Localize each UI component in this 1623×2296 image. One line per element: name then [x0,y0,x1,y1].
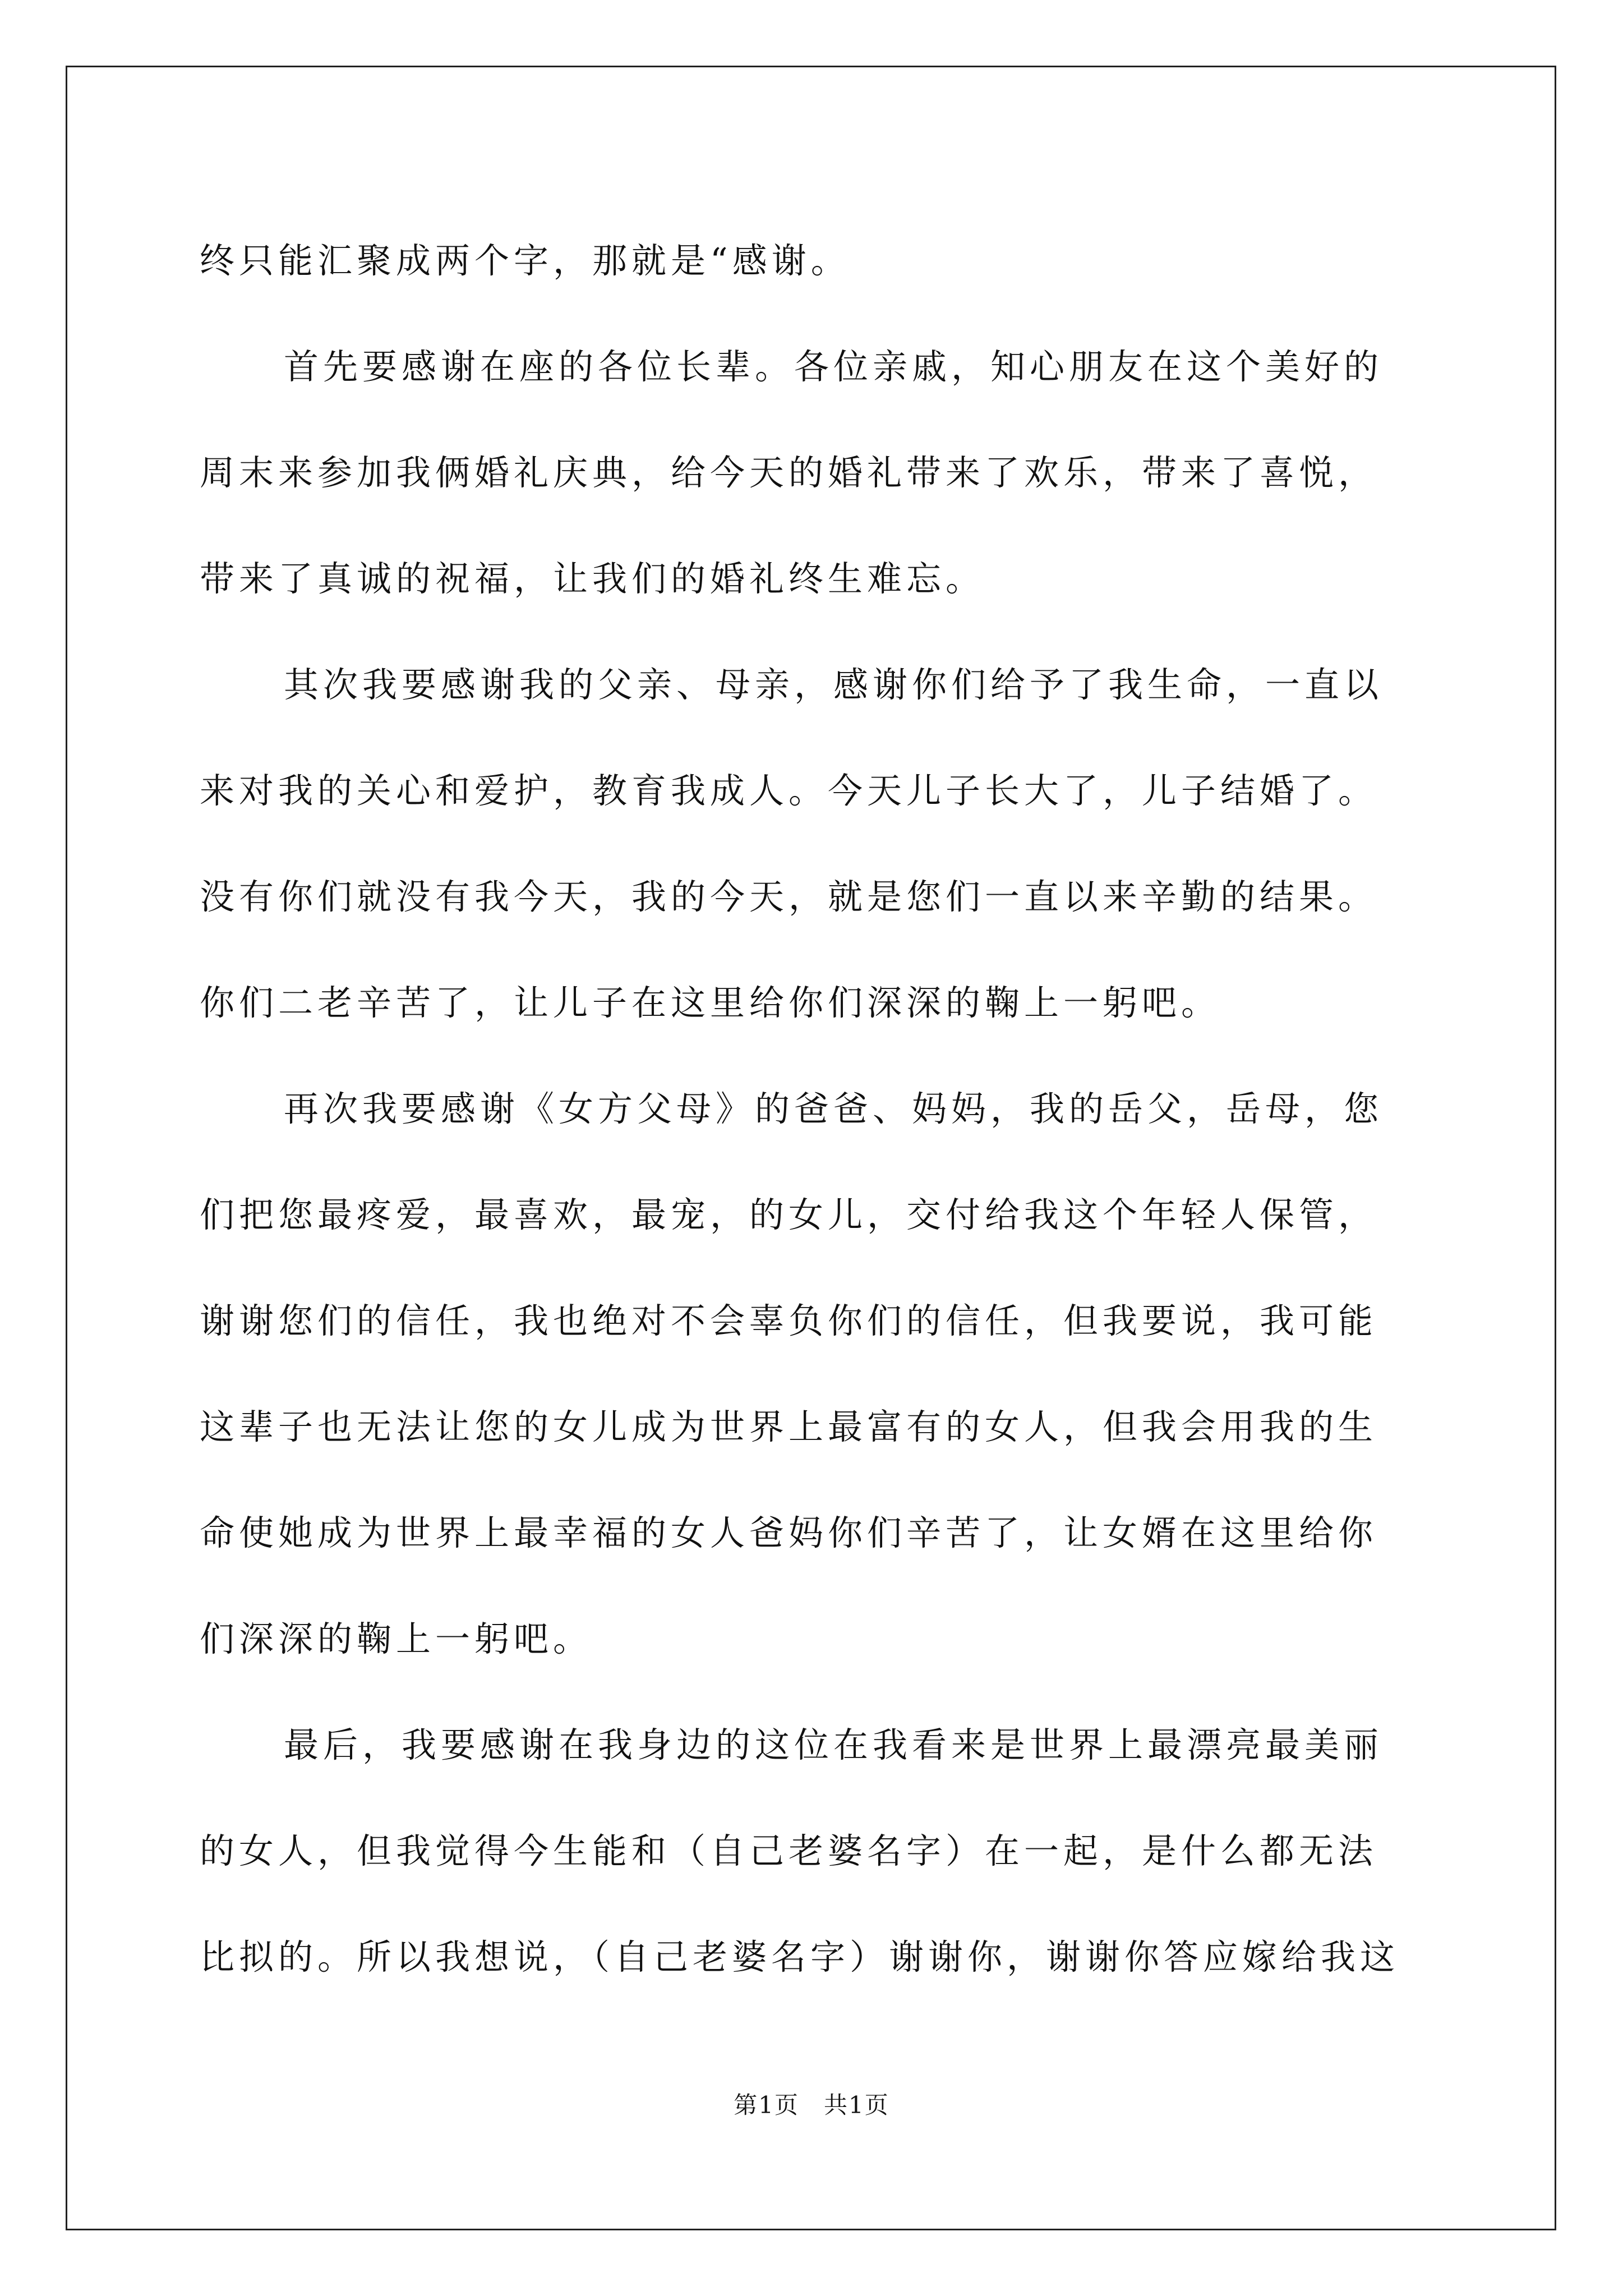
text-line-9: 再次我要感谢《女方父母》的爸爸、妈妈，我的岳父，岳母，您 [284,1088,1384,1129]
text-line-4: 带来了真诚的祝福，让我们的婚礼终生难忘。 [200,558,985,599]
text-line-13: 命使她成为世界上最幸福的女人爸妈你们辛苦了，让女婿在这里给你 [200,1512,1378,1553]
text-line-15: 最后，我要感谢在我身边的这位在我看来是世界上最漂亮最美丽 [284,1724,1384,1765]
text-line-3: 周末来参加我俩婚礼庆典，给今天的婚礼带来了欢乐，带来了喜悦， [200,452,1378,493]
text-line-12: 这辈子也无法让您的女儿成为世界上最富有的女人，但我会用我的生 [200,1406,1378,1447]
text-line-8: 你们二老辛苦了，让儿子在这里给你们深深的鞠上一躬吧。 [200,982,1221,1023]
text-line-2: 首先要感谢在座的各位长辈。各位亲戚，知心朋友在这个美好的 [284,346,1384,387]
text-line-1: 终只能汇聚成两个字，那就是“感谢。 [200,240,850,281]
text-line-17: 比拟的。所以我想说，（自己老婆名字）谢谢你，谢谢你答应嫁给我这 [200,1936,1400,1977]
text-line-5: 其次我要感谢我的父亲、母亲，感谢你们给予了我生命，一直以 [284,664,1384,705]
text-line-10: 们把您最疼爱，最喜欢，最宠，的女儿，交付给我这个年轻人保管， [200,1194,1378,1235]
text-line-16: 的女人，但我觉得今生能和（自己老婆名字）在一起，是什么都无法 [200,1830,1378,1871]
text-line-6: 来对我的关心和爱护，教育我成人。今天儿子长大了，儿子结婚了。 [200,770,1378,811]
page-number-footer: 第1页 共1页 [734,2091,889,2119]
document-body [200,208,1428,2010]
text-line-11: 谢谢您们的信任，我也绝对不会辜负你们的信任，但我要说，我可能 [200,1300,1378,1341]
text-line-7: 没有你们就没有我今天，我的今天，就是您们一直以来辛勤的结果。 [200,876,1378,917]
text-line-14: 们深深的鞠上一躬吧。 [200,1618,593,1659]
